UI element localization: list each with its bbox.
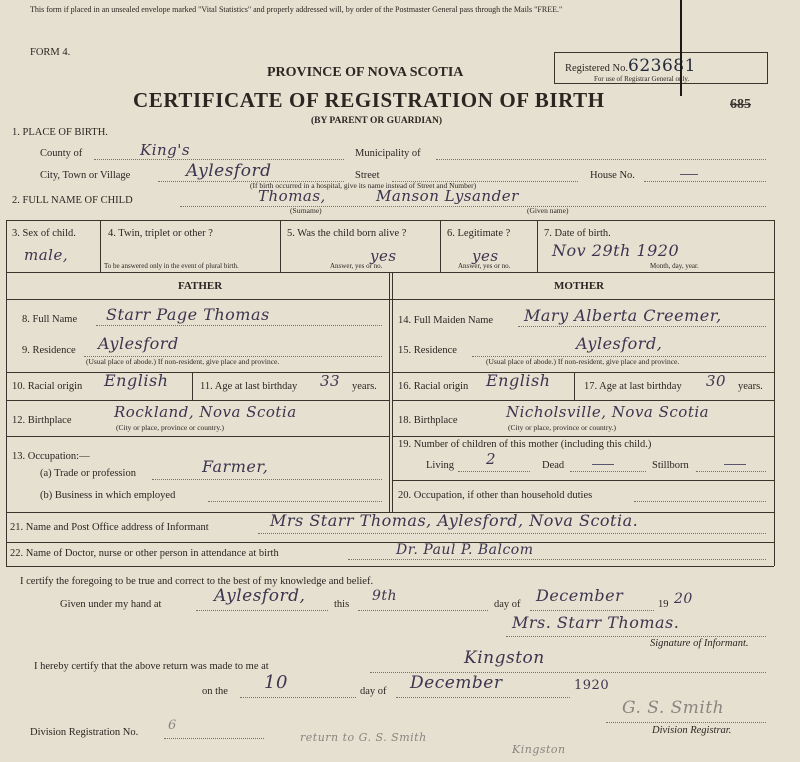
- rule-5: [6, 542, 774, 543]
- stillborn-line: [696, 471, 766, 472]
- rule-v1: [6, 220, 7, 272]
- registered-value: 623681: [628, 56, 696, 76]
- on-day-value: 10: [264, 672, 288, 693]
- mother-racial-value: English: [486, 371, 551, 390]
- father-business-label: (b) Business in which employed: [40, 490, 176, 501]
- registrar-caption: Division Registrar.: [652, 725, 732, 736]
- on-day-line: [240, 697, 356, 698]
- sex-label: 3. Sex of child.: [12, 228, 76, 239]
- day-of-label-2: day of: [360, 686, 387, 697]
- dead-line: [570, 471, 646, 472]
- month-line: [530, 610, 654, 611]
- dob-caption: Month, day, year.: [650, 262, 699, 270]
- month-line-2: [396, 697, 570, 698]
- father-name-label: 8. Full Name: [22, 314, 78, 325]
- province-heading: PROVINCE OF NOVA SCOTIA: [267, 65, 464, 80]
- house-number-label: House No.: [590, 170, 635, 181]
- month-value: December: [536, 586, 624, 605]
- rule-f1v: [192, 372, 193, 400]
- certificate-title: CERTIFICATE OF REGISTRATION OF BIRTH: [133, 88, 605, 112]
- form-number: FORM 4.: [30, 47, 71, 58]
- rule-v12: [774, 512, 775, 566]
- house-number-dash: [680, 174, 698, 175]
- given-place-value: Aylesford,: [214, 586, 306, 606]
- given-place-line: [196, 610, 328, 611]
- child-surname: Thomas,: [258, 187, 326, 205]
- rule-m1v: [574, 372, 575, 400]
- mother-occupation-line: [634, 501, 766, 502]
- father-birthplace-value: Rockland, Nova Scotia: [114, 403, 297, 421]
- mother-name-line: [518, 326, 766, 327]
- rule-v11: [6, 512, 7, 566]
- rule-2: [6, 272, 774, 273]
- city-label: City, Town or Village: [40, 170, 131, 181]
- certify-statement: I certify the foregoing to be true and correct to the best of my knowledge and belief.: [20, 576, 374, 587]
- born-alive-label: 5. Was the child born alive ?: [287, 228, 407, 239]
- father-residence-value: Aylesford: [98, 334, 179, 353]
- registrar-general-note: For use of Registrar General only.: [594, 75, 690, 83]
- rule-v2: [100, 220, 101, 272]
- father-trade-line: [152, 479, 382, 480]
- mother-occupation-label: 20. Occupation, if other than household duties: [398, 490, 593, 501]
- twin-note: To be answered only in the event of plural birth.: [104, 262, 239, 270]
- year-suffix: 20: [674, 591, 693, 607]
- rule-v8: [389, 272, 390, 512]
- child-name-label: 2. FULL NAME OF CHILD: [12, 195, 133, 206]
- mother-racial-label: 16. Racial origin: [398, 381, 469, 392]
- house-number-line: [644, 181, 766, 182]
- mother-name-label: 14. Full Maiden Name: [398, 315, 494, 326]
- day-value: 9th: [372, 588, 398, 604]
- ink-mark: [680, 0, 682, 96]
- dead-label: Dead: [542, 460, 565, 471]
- living-line: [458, 471, 530, 472]
- mother-age-value: 30: [706, 372, 727, 390]
- doctor-value: Dr. Paul P. Balcom: [396, 542, 534, 558]
- year-value-2: 1920: [574, 678, 610, 693]
- place-of-birth-heading: 1. PLACE OF BIRTH.: [12, 127, 108, 138]
- city-value: Aylesford: [186, 161, 272, 181]
- father-name-value: Starr Page Thomas: [106, 305, 270, 324]
- child-name-line: [180, 206, 766, 207]
- receiving-place: Kingston: [464, 648, 545, 668]
- mother-birthplace-note: (City or place, province or country.): [508, 423, 617, 432]
- mother-residence-value: Aylesford,: [576, 334, 663, 353]
- year-prefix: 19: [658, 599, 669, 610]
- pencil-note: return to G. S. Smith: [300, 731, 427, 744]
- father-trade-value: Farmer,: [202, 457, 269, 476]
- registrar-signature-line: [606, 722, 766, 723]
- county-label: County of: [40, 148, 83, 159]
- stillborn-label: Stillborn: [652, 460, 689, 471]
- mother-birthplace-value: Nicholsville, Nova Scotia: [506, 403, 710, 421]
- rule-f3: [6, 436, 389, 437]
- rule-v3: [280, 220, 281, 272]
- born-alive-value: yes: [370, 247, 397, 265]
- signature-caption: Signature of Informant.: [650, 638, 749, 649]
- municipality-line: [436, 159, 766, 160]
- division-registration-line: [164, 738, 264, 739]
- father-occupation-label: 13. Occupation:—: [12, 451, 90, 462]
- born-alive-caption: Answer, yes or no.: [330, 262, 383, 270]
- mother-birthplace-label: 18. Birthplace: [398, 415, 458, 426]
- dob-label: 7. Date of birth.: [544, 228, 611, 239]
- day-of-label: day of: [494, 599, 521, 610]
- father-name-line: [96, 325, 382, 326]
- informant-signature: Mrs. Starr Thomas.: [512, 613, 680, 632]
- mother-name-value: Mary Alberta Creemer,: [524, 306, 722, 325]
- rule-f2: [6, 400, 389, 401]
- street-label: Street: [355, 170, 380, 181]
- father-age-value: 33: [320, 372, 341, 390]
- rule-m4: [392, 480, 774, 481]
- given-under-label: Given under my hand at: [60, 599, 162, 610]
- dead-dash: [592, 464, 614, 465]
- father-trade-label: (a) Trade or profession: [40, 468, 136, 479]
- father-racial-label: 10. Racial origin: [12, 381, 83, 392]
- rule-m3: [392, 436, 774, 437]
- father-age-label: 11. Age at last birthday: [200, 381, 298, 392]
- month-value-2: December: [410, 673, 503, 693]
- informant-line: [258, 533, 766, 534]
- rule-v10: [774, 272, 775, 512]
- father-heading: FATHER: [178, 280, 223, 292]
- father-business-line: [208, 501, 382, 502]
- doctor-label: 22. Name of Doctor, nurse or other person in attendance at birth: [10, 548, 279, 559]
- rule-v7: [6, 272, 7, 512]
- stillborn-dash: [724, 464, 746, 465]
- sex-value: male,: [24, 246, 69, 264]
- father-birthplace-label: 12. Birthplace: [12, 415, 72, 426]
- rule-v5: [537, 220, 538, 272]
- rule-v4: [440, 220, 441, 272]
- dob-value: Nov 29th 1920: [552, 241, 680, 260]
- division-registration-label: Division Registration No.: [30, 727, 139, 738]
- pencil-note-2: Kingston: [512, 743, 566, 756]
- informant-value: Mrs Starr Thomas, Aylesford, Nova Scotia.: [270, 511, 639, 530]
- county-line: [94, 159, 344, 160]
- day-line: [358, 610, 488, 611]
- mother-age-unit: years.: [738, 381, 763, 392]
- father-residence-note: (Usual place of abode.) If non-resident, give place and province.: [86, 357, 280, 366]
- child-given-names: Manson Lysander: [376, 187, 519, 205]
- living-value: 2: [486, 450, 497, 468]
- mother-residence-label: 15. Residence: [398, 345, 457, 356]
- rule-6: [6, 566, 774, 567]
- living-label: Living: [426, 460, 454, 471]
- informant-signature-line: [506, 636, 766, 637]
- father-age-unit: years.: [352, 381, 377, 392]
- on-the-label: on the: [202, 686, 228, 697]
- county-value: King's: [140, 141, 191, 159]
- certificate-subtitle: (BY PARENT OR GUARDIAN): [311, 116, 442, 126]
- rule-3: [6, 299, 774, 300]
- mother-residence-note: (Usual place of abode.) If non-resident, give place and province.: [486, 357, 680, 366]
- mother-heading: MOTHER: [554, 280, 605, 292]
- corner-mark: 685: [730, 97, 751, 112]
- mother-age-label: 17. Age at last birthday: [584, 381, 682, 392]
- legitimate-label: 6. Legitimate ?: [447, 228, 511, 239]
- rule-1: [6, 220, 774, 221]
- legitimate-caption: Answer, yes or no.: [458, 262, 511, 270]
- father-racial-value: English: [104, 371, 169, 390]
- municipality-label: Municipality of: [355, 148, 421, 159]
- surname-caption: (Surname): [290, 206, 322, 215]
- rule-m2: [392, 400, 774, 401]
- free-mail-notice: This form if placed in an unsealed envelope marked "Vital Statistics" and properly addressed will, by order of the Postmaster General pass through the Mails "FREE.": [30, 5, 563, 14]
- hereby-statement: I hereby certify that the above return was made to me at: [34, 661, 269, 672]
- this-label: this: [334, 599, 350, 610]
- father-birthplace-note: (City or place, province or country.): [116, 423, 225, 432]
- given-caption: (Given name): [527, 206, 569, 215]
- division-registration-value: 6: [168, 718, 177, 733]
- informant-label: 21. Name and Post Office address of Informant: [10, 522, 209, 533]
- rule-v6: [774, 220, 775, 272]
- children-count-label: 19. Number of children of this mother (including this child.): [398, 439, 652, 450]
- rule-v9: [392, 272, 393, 512]
- twin-label: 4. Twin, triplet or other ?: [108, 228, 213, 239]
- doctor-line: [348, 559, 766, 560]
- hospital-note: (If birth occurred in a hospital, give its name instead of Street and Number): [250, 181, 477, 190]
- registered-label: Registered No.: [565, 63, 628, 74]
- legitimate-value: yes: [472, 247, 499, 265]
- father-residence-label: 9. Residence: [22, 345, 76, 356]
- registrar-signature: G. S. Smith: [622, 698, 725, 718]
